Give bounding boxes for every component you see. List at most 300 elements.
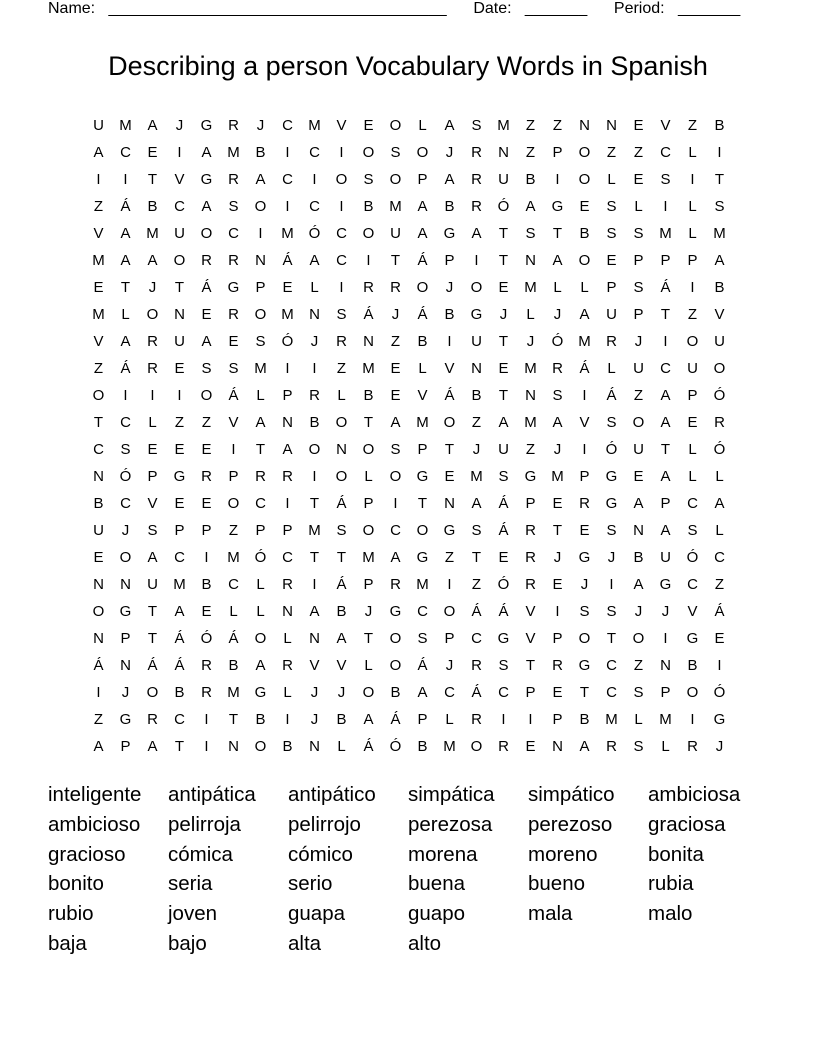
- name-blank[interactable]: ______________________________________: [108, 0, 447, 17]
- grid-letter[interactable]: T: [579, 684, 590, 701]
- grid-letter[interactable]: Ó: [605, 441, 618, 458]
- grid-letter[interactable]: N: [552, 738, 563, 755]
- grid-letter[interactable]: A: [417, 684, 428, 701]
- grid-letter[interactable]: J: [175, 117, 184, 134]
- grid-letter[interactable]: U: [174, 333, 185, 350]
- grid-letter[interactable]: E: [228, 333, 239, 350]
- grid-letter[interactable]: O: [362, 144, 375, 161]
- grid-letter[interactable]: L: [688, 468, 697, 485]
- grid-letter[interactable]: C: [417, 603, 428, 620]
- grid-letter[interactable]: A: [147, 738, 158, 755]
- grid-letter[interactable]: B: [687, 657, 698, 674]
- grid-letter[interactable]: L: [607, 360, 616, 377]
- grid-letter[interactable]: J: [607, 549, 616, 566]
- grid-letter[interactable]: Z: [552, 117, 563, 134]
- grid-letter[interactable]: C: [282, 171, 293, 188]
- grid-letter[interactable]: N: [363, 333, 374, 350]
- grid-letter[interactable]: I: [339, 144, 344, 161]
- grid-letter[interactable]: P: [660, 252, 671, 269]
- grid-letter[interactable]: A: [444, 171, 455, 188]
- grid-letter[interactable]: P: [525, 495, 536, 512]
- grid-letter[interactable]: O: [200, 225, 213, 242]
- grid-letter[interactable]: V: [336, 657, 347, 674]
- grid-letter[interactable]: L: [283, 684, 292, 701]
- grid-letter[interactable]: A: [714, 252, 725, 269]
- grid-letter[interactable]: P: [552, 711, 563, 728]
- grid-letter[interactable]: L: [364, 657, 373, 674]
- grid-letter[interactable]: I: [690, 711, 695, 728]
- grid-letter[interactable]: S: [471, 522, 482, 539]
- grid-letter[interactable]: J: [391, 306, 400, 323]
- grid-letter[interactable]: O: [227, 495, 240, 512]
- grid-letter[interactable]: L: [688, 225, 697, 242]
- grid-letter[interactable]: R: [201, 657, 212, 674]
- grid-letter[interactable]: B: [714, 279, 725, 296]
- grid-letter[interactable]: B: [714, 117, 725, 134]
- grid-letter[interactable]: Ó: [308, 225, 321, 242]
- grid-letter[interactable]: U: [633, 360, 644, 377]
- grid-letter[interactable]: O: [92, 387, 105, 404]
- grid-letter[interactable]: C: [174, 711, 185, 728]
- grid-letter[interactable]: V: [714, 306, 725, 323]
- grid-letter[interactable]: E: [525, 738, 536, 755]
- grid-letter[interactable]: P: [633, 252, 644, 269]
- grid-letter[interactable]: B: [309, 414, 320, 431]
- grid-letter[interactable]: C: [714, 549, 725, 566]
- grid-letter[interactable]: C: [255, 495, 266, 512]
- grid-letter[interactable]: L: [634, 711, 643, 728]
- grid-letter[interactable]: B: [471, 387, 482, 404]
- grid-letter[interactable]: N: [336, 441, 347, 458]
- grid-letter[interactable]: R: [201, 684, 212, 701]
- grid-letter[interactable]: Á: [363, 306, 374, 323]
- grid-letter[interactable]: I: [582, 387, 587, 404]
- grid-letter[interactable]: I: [204, 738, 209, 755]
- grid-letter[interactable]: S: [498, 657, 509, 674]
- grid-letter[interactable]: E: [552, 495, 563, 512]
- grid-letter[interactable]: S: [660, 171, 671, 188]
- grid-letter[interactable]: M: [497, 117, 510, 134]
- grid-letter[interactable]: U: [633, 441, 644, 458]
- grid-letter[interactable]: O: [686, 684, 699, 701]
- grid-letter[interactable]: Á: [660, 279, 671, 296]
- grid-letter[interactable]: S: [228, 198, 239, 215]
- grid-letter[interactable]: P: [552, 144, 563, 161]
- grid-letter[interactable]: G: [200, 117, 213, 134]
- grid-letter[interactable]: Ó: [281, 333, 294, 350]
- grid-letter[interactable]: G: [497, 630, 510, 647]
- grid-letter[interactable]: B: [390, 684, 401, 701]
- grid-letter[interactable]: A: [282, 441, 293, 458]
- grid-letter[interactable]: A: [309, 252, 320, 269]
- grid-letter[interactable]: B: [444, 198, 455, 215]
- grid-letter[interactable]: L: [337, 738, 346, 755]
- grid-letter[interactable]: A: [120, 333, 131, 350]
- grid-letter[interactable]: A: [417, 225, 428, 242]
- grid-letter[interactable]: T: [174, 738, 185, 755]
- grid-letter[interactable]: Z: [687, 306, 698, 323]
- grid-letter[interactable]: O: [389, 657, 402, 674]
- grid-letter[interactable]: Ó: [686, 549, 699, 566]
- grid-letter[interactable]: A: [201, 198, 212, 215]
- grid-letter[interactable]: Á: [390, 711, 401, 728]
- grid-letter[interactable]: Á: [174, 657, 185, 674]
- grid-letter[interactable]: Z: [633, 657, 644, 674]
- grid-letter[interactable]: C: [228, 576, 239, 593]
- grid-letter[interactable]: R: [228, 171, 239, 188]
- grid-letter[interactable]: L: [256, 387, 265, 404]
- grid-letter[interactable]: T: [120, 279, 131, 296]
- grid-letter[interactable]: M: [605, 711, 618, 728]
- grid-letter[interactable]: Z: [228, 522, 239, 539]
- grid-letter[interactable]: R: [471, 198, 482, 215]
- grid-letter[interactable]: I: [393, 495, 398, 512]
- grid-letter[interactable]: N: [525, 252, 536, 269]
- grid-letter[interactable]: O: [443, 414, 456, 431]
- grid-letter[interactable]: E: [633, 171, 644, 188]
- grid-letter[interactable]: P: [255, 522, 266, 539]
- grid-letter[interactable]: O: [362, 522, 375, 539]
- grid-letter[interactable]: N: [309, 306, 320, 323]
- grid-letter[interactable]: I: [285, 711, 290, 728]
- grid-letter[interactable]: B: [363, 198, 374, 215]
- grid-letter[interactable]: R: [579, 495, 590, 512]
- grid-letter[interactable]: O: [362, 225, 375, 242]
- grid-letter[interactable]: Z: [687, 117, 698, 134]
- grid-letter[interactable]: B: [579, 711, 590, 728]
- grid-letter[interactable]: G: [605, 495, 618, 512]
- grid-letter[interactable]: P: [660, 495, 671, 512]
- grid-letter[interactable]: A: [579, 738, 590, 755]
- grid-letter[interactable]: A: [714, 495, 725, 512]
- grid-letter[interactable]: T: [660, 306, 671, 323]
- grid-letter[interactable]: G: [659, 576, 672, 593]
- grid-letter[interactable]: M: [173, 576, 186, 593]
- grid-letter[interactable]: L: [526, 306, 535, 323]
- grid-letter[interactable]: Á: [120, 360, 131, 377]
- grid-letter[interactable]: I: [555, 171, 560, 188]
- grid-letter[interactable]: E: [552, 576, 563, 593]
- grid-letter[interactable]: L: [688, 144, 697, 161]
- grid-letter[interactable]: E: [498, 360, 509, 377]
- grid-letter[interactable]: C: [336, 225, 347, 242]
- grid-letter[interactable]: P: [444, 252, 455, 269]
- grid-letter[interactable]: G: [119, 711, 132, 728]
- grid-letter[interactable]: L: [337, 387, 346, 404]
- grid-letter[interactable]: N: [120, 576, 131, 593]
- grid-letter[interactable]: Ó: [497, 576, 510, 593]
- grid-letter[interactable]: U: [660, 549, 671, 566]
- grid-letter[interactable]: Ó: [389, 738, 402, 755]
- grid-letter[interactable]: N: [579, 117, 590, 134]
- grid-letter[interactable]: A: [579, 306, 590, 323]
- grid-letter[interactable]: O: [254, 630, 267, 647]
- grid-letter[interactable]: A: [120, 252, 131, 269]
- grid-letter[interactable]: J: [256, 117, 265, 134]
- grid-letter[interactable]: T: [498, 252, 509, 269]
- grid-letter[interactable]: G: [173, 468, 186, 485]
- grid-letter[interactable]: Á: [444, 387, 455, 404]
- grid-letter[interactable]: G: [227, 279, 240, 296]
- grid-letter[interactable]: U: [390, 225, 401, 242]
- grid-letter[interactable]: R: [687, 738, 698, 755]
- grid-letter[interactable]: Ó: [713, 684, 726, 701]
- grid-letter[interactable]: O: [632, 630, 645, 647]
- grid-letter[interactable]: P: [552, 630, 563, 647]
- grid-letter[interactable]: E: [93, 279, 104, 296]
- grid-letter[interactable]: L: [229, 603, 238, 620]
- grid-letter[interactable]: N: [255, 252, 266, 269]
- grid-letter[interactable]: Á: [120, 198, 131, 215]
- grid-letter[interactable]: I: [312, 468, 317, 485]
- grid-letter[interactable]: P: [282, 387, 293, 404]
- grid-letter[interactable]: M: [524, 360, 537, 377]
- grid-letter[interactable]: T: [174, 279, 185, 296]
- grid-letter[interactable]: O: [146, 684, 159, 701]
- grid-letter[interactable]: A: [174, 603, 185, 620]
- grid-letter[interactable]: O: [578, 252, 591, 269]
- grid-letter[interactable]: B: [417, 333, 428, 350]
- date-blank[interactable]: _______: [524, 0, 588, 17]
- grid-letter[interactable]: E: [498, 549, 509, 566]
- grid-letter[interactable]: Ó: [497, 198, 510, 215]
- grid-letter[interactable]: P: [255, 279, 266, 296]
- grid-letter[interactable]: Z: [93, 360, 104, 377]
- grid-letter[interactable]: M: [443, 738, 456, 755]
- grid-letter[interactable]: A: [471, 225, 482, 242]
- grid-letter[interactable]: N: [498, 144, 509, 161]
- grid-letter[interactable]: G: [200, 171, 213, 188]
- grid-letter[interactable]: A: [417, 198, 428, 215]
- grid-letter[interactable]: T: [525, 657, 536, 674]
- grid-letter[interactable]: M: [362, 549, 375, 566]
- grid-letter[interactable]: L: [310, 279, 319, 296]
- grid-letter[interactable]: A: [660, 414, 671, 431]
- grid-letter[interactable]: I: [447, 333, 452, 350]
- grid-letter[interactable]: I: [96, 171, 101, 188]
- grid-letter[interactable]: B: [255, 711, 266, 728]
- grid-letter[interactable]: I: [366, 252, 371, 269]
- grid-letter[interactable]: I: [285, 144, 290, 161]
- grid-letter[interactable]: O: [470, 738, 483, 755]
- grid-letter[interactable]: T: [660, 441, 671, 458]
- grid-letter[interactable]: M: [362, 360, 375, 377]
- grid-letter[interactable]: U: [471, 333, 482, 350]
- grid-letter[interactable]: J: [121, 522, 130, 539]
- grid-letter[interactable]: J: [337, 684, 346, 701]
- grid-letter[interactable]: G: [605, 468, 618, 485]
- grid-letter[interactable]: G: [254, 684, 267, 701]
- grid-letter[interactable]: Á: [201, 279, 212, 296]
- grid-letter[interactable]: U: [147, 576, 158, 593]
- grid-letter[interactable]: U: [606, 306, 617, 323]
- grid-letter[interactable]: T: [417, 495, 428, 512]
- grid-letter[interactable]: Z: [93, 711, 104, 728]
- grid-letter[interactable]: M: [524, 279, 537, 296]
- grid-letter[interactable]: P: [606, 279, 617, 296]
- grid-letter[interactable]: U: [498, 171, 509, 188]
- grid-letter[interactable]: A: [498, 414, 509, 431]
- grid-letter[interactable]: Á: [606, 387, 617, 404]
- grid-letter[interactable]: J: [499, 306, 508, 323]
- grid-letter[interactable]: J: [445, 279, 454, 296]
- grid-letter[interactable]: P: [147, 468, 158, 485]
- grid-letter[interactable]: B: [201, 576, 212, 593]
- grid-letter[interactable]: I: [258, 225, 263, 242]
- grid-letter[interactable]: I: [582, 441, 587, 458]
- grid-letter[interactable]: P: [660, 684, 671, 701]
- grid-letter[interactable]: A: [93, 144, 104, 161]
- grid-letter[interactable]: O: [362, 441, 375, 458]
- grid-letter[interactable]: O: [389, 630, 402, 647]
- grid-letter[interactable]: V: [174, 171, 185, 188]
- grid-letter[interactable]: A: [147, 549, 158, 566]
- grid-letter[interactable]: L: [634, 198, 643, 215]
- grid-letter[interactable]: M: [659, 225, 672, 242]
- grid-letter[interactable]: T: [498, 333, 509, 350]
- grid-letter[interactable]: L: [148, 414, 157, 431]
- grid-letter[interactable]: L: [553, 279, 562, 296]
- grid-letter[interactable]: R: [552, 657, 563, 674]
- grid-letter[interactable]: G: [389, 603, 402, 620]
- grid-letter[interactable]: G: [551, 198, 564, 215]
- grid-letter[interactable]: M: [308, 522, 321, 539]
- grid-letter[interactable]: A: [147, 117, 158, 134]
- grid-letter[interactable]: A: [444, 117, 455, 134]
- grid-letter[interactable]: N: [525, 387, 536, 404]
- grid-letter[interactable]: S: [606, 414, 617, 431]
- grid-letter[interactable]: I: [717, 657, 722, 674]
- grid-letter[interactable]: T: [606, 630, 617, 647]
- grid-letter[interactable]: A: [255, 657, 266, 674]
- grid-letter[interactable]: P: [201, 522, 212, 539]
- grid-letter[interactable]: O: [389, 171, 402, 188]
- grid-letter[interactable]: B: [147, 198, 158, 215]
- grid-letter[interactable]: B: [93, 495, 104, 512]
- grid-letter[interactable]: L: [661, 738, 670, 755]
- grid-letter[interactable]: R: [363, 279, 374, 296]
- grid-letter[interactable]: Á: [417, 306, 428, 323]
- grid-letter[interactable]: C: [660, 360, 671, 377]
- grid-letter[interactable]: J: [715, 738, 724, 755]
- grid-letter[interactable]: S: [390, 144, 401, 161]
- grid-letter[interactable]: P: [417, 171, 428, 188]
- grid-letter[interactable]: V: [525, 603, 536, 620]
- grid-letter[interactable]: N: [93, 576, 104, 593]
- grid-letter[interactable]: E: [444, 468, 455, 485]
- grid-letter[interactable]: M: [659, 711, 672, 728]
- grid-letter[interactable]: J: [364, 603, 373, 620]
- grid-letter[interactable]: L: [445, 711, 454, 728]
- grid-letter[interactable]: P: [363, 576, 374, 593]
- grid-letter[interactable]: U: [498, 441, 509, 458]
- grid-letter[interactable]: Z: [633, 144, 644, 161]
- grid-letter[interactable]: I: [690, 171, 695, 188]
- grid-letter[interactable]: J: [310, 333, 319, 350]
- grid-letter[interactable]: T: [93, 414, 104, 431]
- grid-letter[interactable]: R: [471, 657, 482, 674]
- grid-letter[interactable]: C: [120, 414, 131, 431]
- grid-letter[interactable]: I: [663, 630, 668, 647]
- grid-letter[interactable]: N: [120, 657, 131, 674]
- grid-letter[interactable]: R: [606, 738, 617, 755]
- grid-letter[interactable]: R: [606, 333, 617, 350]
- grid-letter[interactable]: E: [201, 306, 212, 323]
- grid-letter[interactable]: A: [93, 738, 104, 755]
- grid-letter[interactable]: P: [525, 684, 536, 701]
- grid-letter[interactable]: A: [255, 414, 266, 431]
- grid-letter[interactable]: A: [336, 630, 347, 647]
- grid-letter[interactable]: Z: [606, 144, 617, 161]
- grid-letter[interactable]: J: [526, 333, 535, 350]
- grid-letter[interactable]: G: [578, 549, 591, 566]
- grid-letter[interactable]: C: [93, 441, 104, 458]
- grid-letter[interactable]: N: [309, 738, 320, 755]
- grid-letter[interactable]: C: [687, 495, 698, 512]
- grid-letter[interactable]: L: [715, 522, 724, 539]
- grid-letter[interactable]: R: [525, 576, 536, 593]
- grid-letter[interactable]: C: [309, 198, 320, 215]
- grid-letter[interactable]: C: [444, 684, 455, 701]
- grid-letter[interactable]: V: [93, 333, 104, 350]
- grid-letter[interactable]: C: [120, 495, 131, 512]
- grid-letter[interactable]: R: [471, 144, 482, 161]
- grid-letter[interactable]: I: [663, 198, 668, 215]
- grid-letter[interactable]: M: [416, 414, 429, 431]
- grid-letter[interactable]: J: [310, 711, 319, 728]
- grid-letter[interactable]: O: [92, 603, 105, 620]
- grid-letter[interactable]: V: [147, 495, 158, 512]
- grid-letter[interactable]: R: [471, 171, 482, 188]
- grid-letter[interactable]: B: [363, 387, 374, 404]
- grid-letter[interactable]: C: [282, 549, 293, 566]
- grid-letter[interactable]: R: [282, 576, 293, 593]
- grid-letter[interactable]: B: [417, 738, 428, 755]
- grid-letter[interactable]: G: [578, 657, 591, 674]
- grid-letter[interactable]: Ó: [200, 630, 213, 647]
- grid-letter[interactable]: Z: [714, 576, 725, 593]
- grid-letter[interactable]: S: [228, 360, 239, 377]
- grid-letter[interactable]: O: [713, 360, 726, 377]
- grid-letter[interactable]: O: [686, 333, 699, 350]
- grid-letter[interactable]: J: [553, 549, 562, 566]
- grid-letter[interactable]: I: [150, 387, 155, 404]
- grid-letter[interactable]: T: [147, 630, 158, 647]
- grid-letter[interactable]: E: [201, 495, 212, 512]
- grid-letter[interactable]: U: [93, 117, 104, 134]
- grid-letter[interactable]: M: [416, 576, 429, 593]
- grid-letter[interactable]: P: [687, 387, 698, 404]
- grid-letter[interactable]: O: [146, 306, 159, 323]
- grid-letter[interactable]: J: [634, 603, 643, 620]
- grid-letter[interactable]: T: [444, 441, 455, 458]
- grid-letter[interactable]: T: [309, 495, 320, 512]
- grid-letter[interactable]: Ó: [713, 387, 726, 404]
- grid-letter[interactable]: A: [120, 225, 131, 242]
- grid-letter[interactable]: E: [714, 630, 725, 647]
- grid-letter[interactable]: I: [96, 684, 101, 701]
- grid-letter[interactable]: Á: [498, 522, 509, 539]
- grid-letter[interactable]: S: [633, 279, 644, 296]
- grid-letter[interactable]: R: [336, 333, 347, 350]
- grid-letter[interactable]: I: [204, 711, 209, 728]
- grid-letter[interactable]: N: [471, 360, 482, 377]
- grid-letter[interactable]: G: [686, 630, 699, 647]
- grid-letter[interactable]: C: [120, 144, 131, 161]
- grid-letter[interactable]: S: [633, 738, 644, 755]
- grid-letter[interactable]: M: [119, 117, 132, 134]
- grid-letter[interactable]: S: [147, 522, 158, 539]
